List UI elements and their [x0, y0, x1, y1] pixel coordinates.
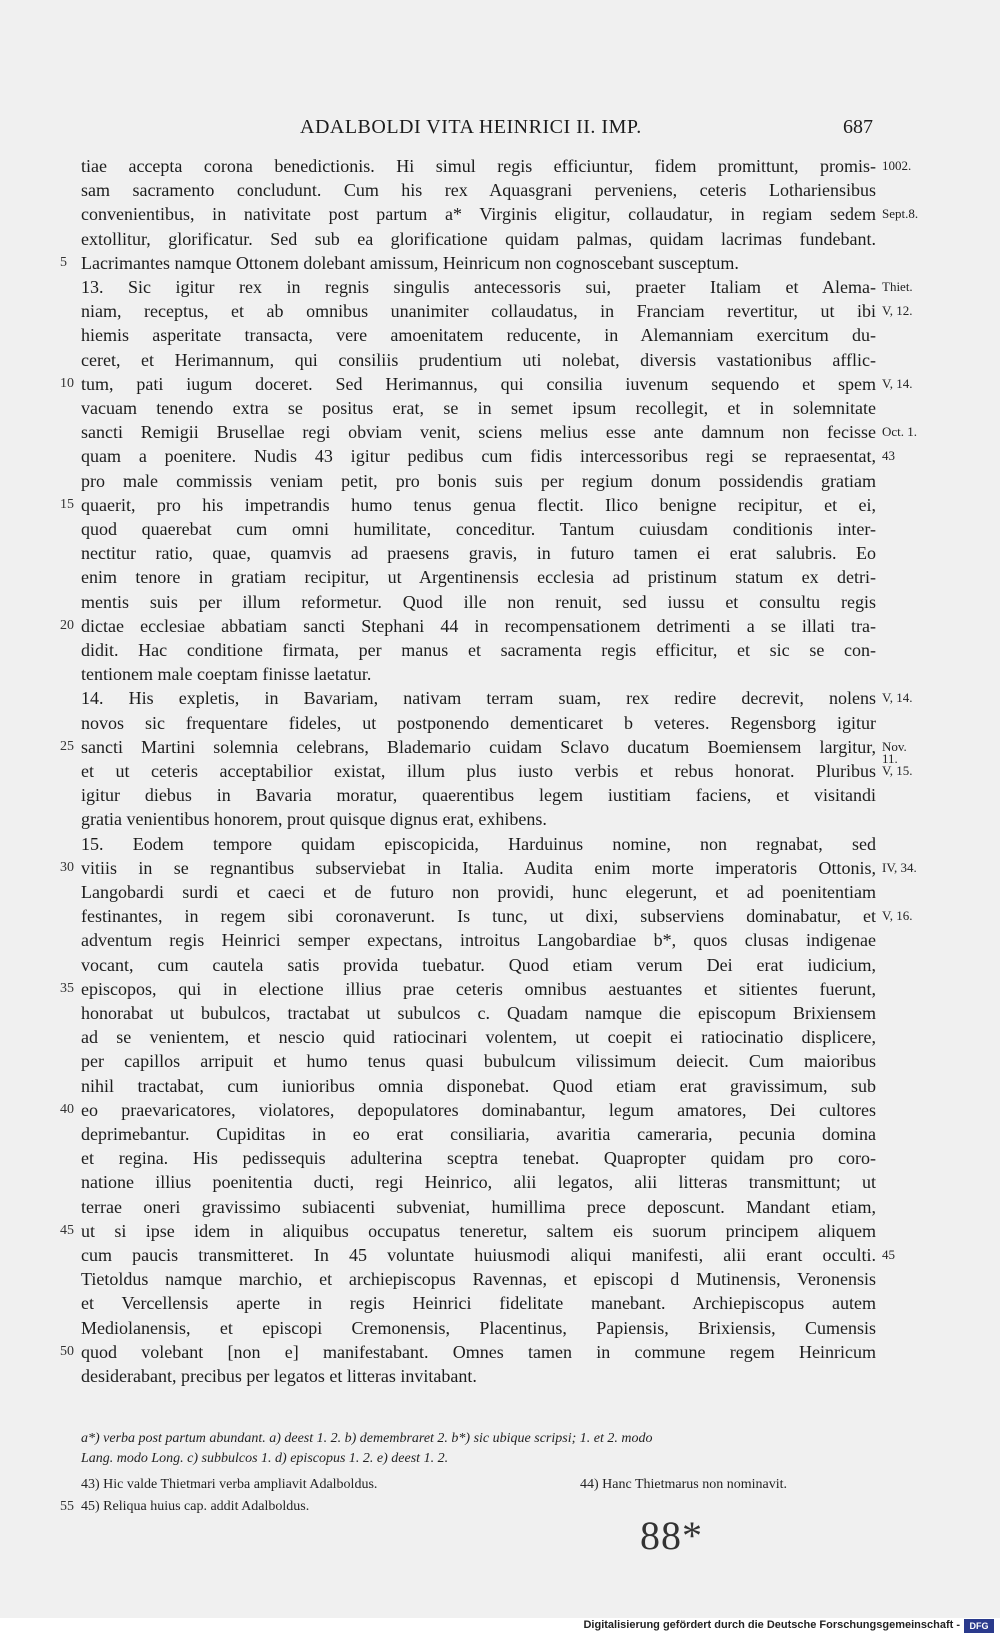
text-line: et Vercellensis aperte in regis Heinrici fidelitate manebant. Archiepiscopus autem	[81, 1293, 876, 1314]
text-line: terrae oneri gravissimo subiacenti subveniat, humillima prece deposcunt. Mandant etiam,	[81, 1196, 876, 1217]
apparatus-line-1: a*) verba post partum abundant. a) deest 1. 2. b) demembraret 2. b*) sic ubique scripsi; 1. et 2. modo	[81, 1431, 653, 1446]
text-line: extollitur, glorificatur. Sed sub ea glorificatione quidam palmas, quidam lacrimas fundebant.	[81, 228, 876, 249]
footnote-45: 45) Reliqua huius cap. addit Adalboldus.	[81, 1499, 310, 1514]
text-line: sancti Martini solemnia celebrans, Blademario cuidam Sclavo ducatum Boemiensem largitur,	[81, 736, 876, 757]
text-line: ad se venientem, et nescio quid ratiocinari volentem, ut coepit ei ratiocinatio displicere,	[81, 1027, 876, 1048]
line-number: 25	[60, 738, 74, 754]
margin-note: Nov.	[882, 738, 907, 754]
text-line: 14. His expletis, in Bavariam, nativam terram suam, rex redire decrevit, nolens	[81, 688, 876, 709]
text-line: igitur diebus in Bavaria moratur, quaerentibus legem iustitiam faciens, et visitandi	[81, 785, 876, 806]
margin-note: V, 16.	[882, 908, 913, 924]
margin-note: V, 15.	[882, 763, 913, 778]
text-line: enim tenore in gratiam recipitur, ut Argentinensis ecclesia ad pristinum statum ex detri-	[81, 567, 876, 588]
text-line: adventum regis Heinrici semper expectans, introitus Langobardiae b*, quos clusas indigenae	[81, 930, 876, 951]
text-line: tiae accepta corona benedictionis. Hi simul regis efficiuntur, fidem promittunt, promis-	[81, 156, 876, 176]
text-line: Mediolanensis, et episcopi Cremonensis, Placentinus, Papiensis, Brixiensis, Cumensis	[81, 1317, 876, 1338]
page-number: 687	[843, 116, 873, 138]
text-line: vitiis in se regnantibus subserviebat in Italia. Audita enim morte imperatoris Ottonis,	[81, 857, 876, 878]
line-number: 30	[60, 859, 74, 875]
text-line: mentis suis per illum reformetur. Quod ille non renuit, sed iussu et consultu regis	[81, 591, 876, 612]
text-line: niam, receptus, et ab omnibus unanimiter collaudatus, in Franciam revertitur, ut ibi	[81, 301, 876, 322]
text-line: tum, pati iugum doceret. Sed Herimannus, qui consilia iuvenum sequendo et spem	[81, 373, 876, 394]
text-line: deprimebantur. Cupiditas in eo erat consiliaria, avaritia cameraria, pecunia domina	[81, 1124, 876, 1144]
margin-note: 1002.	[882, 158, 912, 173]
line-number: 10	[60, 375, 74, 391]
text-line: episcopos, qui in electione illius prae ceteris omnibus aestuantes et sitientes fuerunt,	[81, 978, 876, 999]
margin-note: IV, 34.	[882, 859, 917, 875]
line-number: 45	[60, 1222, 74, 1238]
footnote-44: 44) Hanc Thietmarus non nominavit.	[580, 1477, 787, 1492]
line-number: 20	[60, 617, 74, 633]
line-number: 15	[60, 496, 74, 512]
text-line: didit. Hac conditione firmata, per manus et sacramenta regis efficitur, et sic se con-	[81, 640, 876, 660]
text-line: quam a poenitere. Nudis 43 igitur pedibus cum fidis intercessoribus regi se repraesentat,	[81, 446, 876, 467]
line-number: 50	[60, 1343, 74, 1359]
margin-note: V, 14.	[882, 690, 913, 706]
text-line: tentionem male coeptam finisse laetatur.	[81, 664, 372, 685]
text-line: 13. Sic igitur rex in regnis singulis antecessoris sui, praeter Italiam et Alema-	[81, 277, 876, 297]
text-line: cum paucis transmitteret. In 45 voluntate huiusmodi aliqui manifesti, alii erant occulti.	[81, 1245, 876, 1265]
text-line: gratia venientibus honorem, prout quisque dignus erat, exhibens.	[81, 809, 547, 830]
margin-note: Oct. 1.	[882, 424, 918, 440]
text-line: vocant, cum cautela satis provida tuebatur. Quod etiam verum Dei erat iudicium,	[81, 954, 876, 975]
margin-note: Thiet.	[882, 279, 913, 294]
text-line: et regina. His pedissequis adulterina sceptra tenebat. Quapropter quidam pro coro-	[81, 1148, 876, 1169]
text-line: ut si ipse idem in aliquibus occupatus teneretur, saltem eis suorum principem aliquem	[81, 1220, 876, 1241]
text-line: nihil tractabat, cum iunioribus omnia disponebat. Quod etiam erat gravissimum, sub	[81, 1075, 876, 1096]
text-line: festinantes, in regem sibi coronaverunt. Is tunc, ut dixi, subserviens dominabatur, et	[81, 906, 876, 927]
text-line: honorabat ut bubulcos, tractabat ut subulcos c. Quadam namque die episcopum Brixiensem	[81, 1003, 876, 1023]
text-line: quod quaerebat cum omni humilitate, conceditur. Tantum cuiusdam conditionis inter-	[81, 519, 876, 539]
text-line: et ut ceteris acceptabilior existat, illum plus iusto verbis et rebus honorat. Pluribus	[81, 761, 876, 781]
line-number: 40	[60, 1101, 74, 1117]
text-line: vacuam tenendo extra se positus erat, se in semet ipsum recollegit, et in solemnitate	[81, 398, 876, 418]
text-line: Langobardi surdi et caeci et de futuro non providi, hunc elegerunt, et ad poenitentiam	[81, 882, 876, 902]
text-line: pro male commissis veniam petit, pro bonis suis per regium donum possidendis gratiam	[81, 470, 876, 491]
text-line: sancti Remigii Brusellae regi obviam venit, sciens melius esse ante damnum non fecisse	[81, 422, 876, 443]
text-line: hiemis asperitate transacta, vere amoenitatem reducente, in Alemanniam exercitum du-	[81, 325, 876, 346]
text-line: desiderabant, precibus per legatos et litteras invitabant.	[81, 1366, 477, 1386]
apparatus-line-2: Lang. modo Long. c) subbulcos 1. d) episcopus 1. 2. e) deest 1. 2.	[81, 1451, 449, 1466]
text-line: dictae ecclesiae abbatiam sancti Stephani 44 in recompensationem detrimenti a se illati tra-	[81, 615, 876, 636]
line-number: 5	[60, 254, 67, 270]
text-line: Lacrimantes namque Ottonem dolebant amissum, Heinricum non cognoscebant susceptum.	[81, 252, 739, 273]
margin-note: 43	[882, 448, 895, 464]
text-line: quaerit, pro his impetrandis humo tenus genua flectit. Ilico benigne recipitur, et ei,	[81, 494, 876, 515]
text-line: quod volebant [non e] manifestabant. Omnes tamen in commune regem Heinricum	[81, 1341, 876, 1362]
text-line: Tietoldus namque marchio, et archiepiscopus Ravennas, et episcopi d Mutinensis, Veronensis	[81, 1269, 876, 1290]
margin-note: Sept.8.	[882, 206, 919, 222]
text-line: nectitur ratio, quae, quamvis ad praesens gravis, in futuro tamen ei erat salubris. Eo	[81, 543, 876, 564]
text-line: 15. Eodem tempore quidam episcopicida, Harduinus nomine, non regnabat, sed	[81, 833, 876, 854]
running-header-title: ADALBOLDI VITA HEINRICI II. IMP.	[300, 116, 642, 138]
text-line: sam sacramento concludunt. Cum his rex Aquasgrani perveniens, ceteris Lothariensibus	[81, 180, 876, 201]
dfg-logo: DFG	[964, 1619, 994, 1633]
footnote-43: 43) Hic valde Thietmari verba ampliavit Adalboldus.	[81, 1477, 378, 1492]
margin-note: V, 12.	[882, 303, 913, 319]
signature-mark: 88*	[640, 1513, 703, 1558]
margin-note: 45	[882, 1247, 895, 1262]
text-line: natione illius poenitentia ducti, regi Heinrico, alii legatos, alii litteras transmittunt; ut	[81, 1172, 876, 1193]
footnote-line-number: 55	[60, 1499, 74, 1514]
margin-note: 11.	[882, 750, 898, 766]
text-line: ceret, et Herimannum, qui consiliis prudentium uti nolebat, diversis vastationibus afflic-	[81, 349, 876, 370]
line-number: 35	[60, 980, 74, 996]
text-line: eo praevaricatores, violatores, depopulatores dominabantur, legum amatores, Dei cultores	[81, 1099, 876, 1120]
text-line: novos sic frequentare fideles, ut postponendo dementicaret b veteres. Regensborg igitur	[81, 712, 876, 733]
text-line: per capillos arripuit et humo tenus quasi bubulcum vilissimum deiecit. Cum maioribus	[81, 1051, 876, 1072]
margin-note: V, 14.	[882, 375, 913, 391]
funding-notice: Digitalisierung gefördert durch die Deutsche Forschungsgemeinschaft -	[583, 1619, 960, 1631]
text-line: convenientibus, in nativitate post partum a* Virginis eligitur, collaudatur, in regiam sedem	[81, 204, 876, 225]
